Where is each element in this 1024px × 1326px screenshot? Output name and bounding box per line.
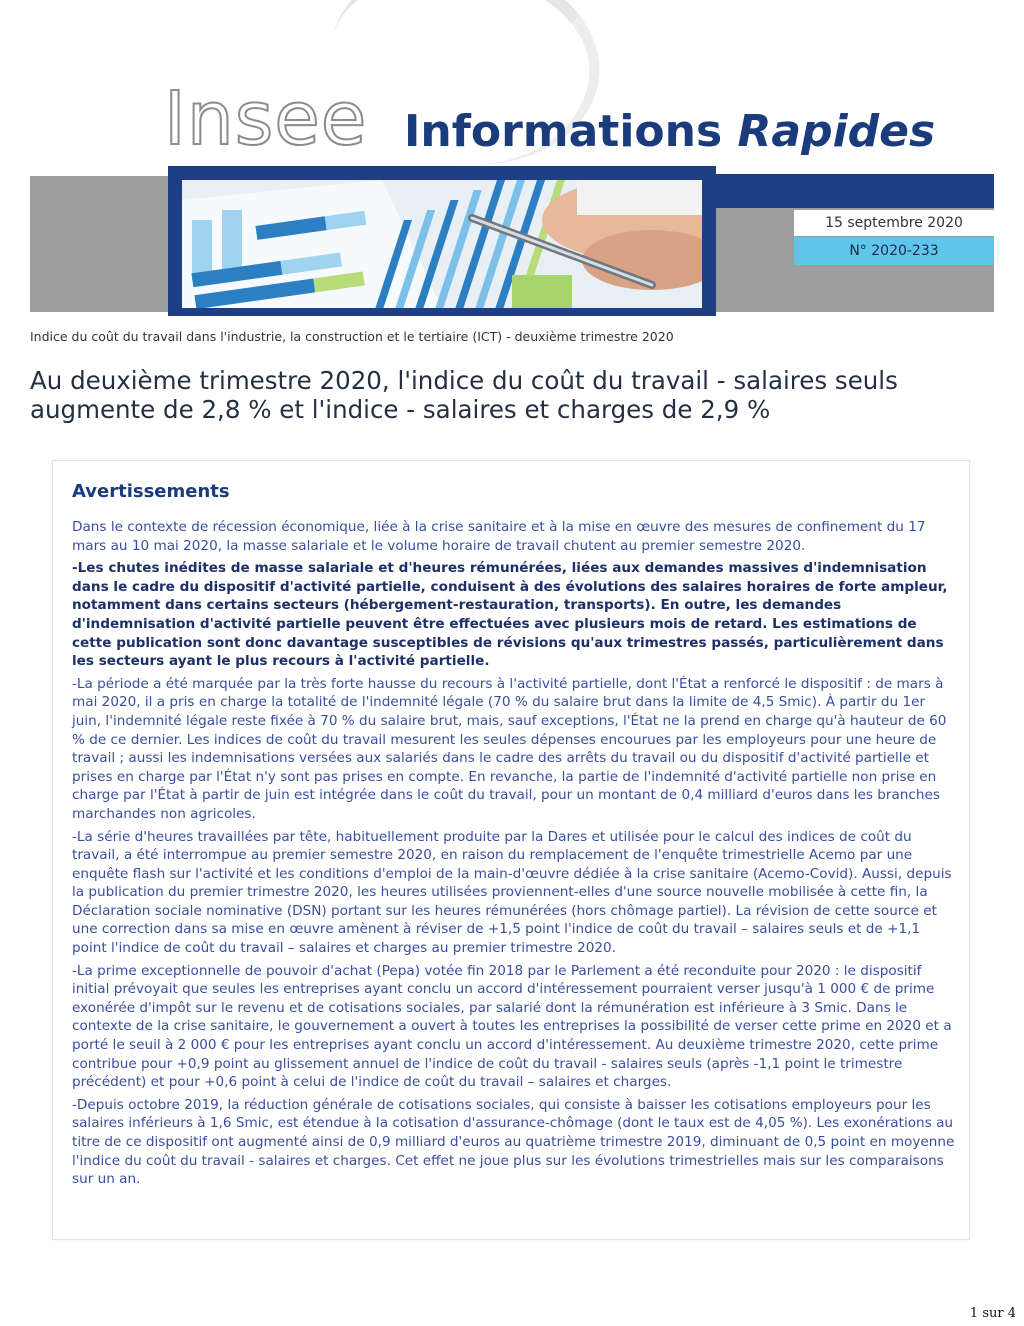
publication-title-italic: Rapides (737, 106, 936, 157)
insee-logo: Insee (164, 76, 368, 162)
warning-paragraph-bold: -Les chutes inédites de masse salariale et d'heures rémunérées, liées aux demandes massives d'indemnisation dans le cadre du dispositif d'activité partielle, conduisent à des évolutions des salaires horaires de forte ampleur, notamment dans certains secteurs (hébergement-restauration, transports). En outre, les demandes d'indemnisation d'activité partielle peuvent être effectuées avec plusieurs mois de retard. Les estimations de cette publication sont donc davantage susceptibles de révisions qu'aux trimestres passés, particulièrement dans les secteurs ayant le plus recours à l'activité partielle. (72, 560, 948, 670)
chart-and-pen-photo (182, 180, 702, 308)
warnings-body (72, 518, 958, 1193)
banner-illustration (182, 180, 702, 308)
publication-title-main: Informations (404, 106, 723, 157)
warning-paragraph: Dans le contexte de récession économique, liée à la crise sanitaire et à la mise en œuvre des mesures de confinement du 17 mars au 10 mai 2020, la masse salariale et le volume horaire de travail chutent au premier semestre 2020. (72, 519, 926, 554)
publication-title (404, 102, 935, 162)
publication-subtitle: Indice du coût du travail dans l'industrie, la construction et le tertiaire (ICT) - deuxième trimestre 2020 (30, 329, 674, 344)
page-title: Au deuxième trimestre 2020, l'indice du coût du travail - salaires seuls augmente de 2,8 % et l'indice - salaires et charges de 2,9 % (30, 366, 898, 424)
warnings-title: Avertissements (72, 481, 230, 502)
page-number: 1 sur 4 (969, 1306, 1016, 1321)
publication-date: 15 septembre 2020 (794, 210, 994, 236)
warning-paragraph: -Depuis octobre 2019, la réduction générale de cotisations sociales, qui consiste à baisser les cotisations employeurs pour les salaires inférieurs à 1,6 Smic, est étendue à la cotisation d'assurance-chômage (dont le taux est de 4,05 %). Les exonérations au titre de ce dispositif ont augmenté ainsi de 0,9 milliard d'euros au quatrième trimestre 2019, diminuant de 0,5 point en moyenne l'indice du coût du travail - salaires et charges. Cet effet ne joue plus sur les évolutions trimestrielles mais sur les comparaisons sur un an. (72, 1096, 955, 1188)
warning-paragraph: -La série d'heures travaillées par tête, habituellement produite par la Dares et utilisée pour le calcul des indices de coût du travail, a été interrompue au premier semestre 2020, en raison du remplacement de l'enquête trimestrielle Acemo par une enquête flash sur l'activité et les conditions d'emploi de la main-d'œuvre dédiée à la crise sanitaire (Acemo-Covid). Aussi, depuis la publication du premier trimestre 2020, les heures utilisées proviennent-elles d'une source nouvelle mobilisée à cette fin, la Déclaration sociale nominative (DSN) portant sur les heures rémunérées (hors chômage partiel). La révision de cette source et une correction dans sa mise en œuvre amènent à réviser de +1,5 point l'indice de coût du travail – salaires seuls et de +1,1 point l'indice de coût du travail – salaires et charges au premier trimestre 2020. (72, 828, 952, 957)
publication-number: N° 2020-233 (794, 237, 994, 265)
warning-paragraph: -La période a été marquée par la très forte hausse du recours à l'activité partielle, dont l'État a renforcé le dispositif : de mars à mai 2020, il a pris en charge la totalité de l'indemnité légale (70 % du salaire brut dans la limite de 4,5 Smic). À partir du 1er juin, l'indemnité légale reste fixée à 70 % du salaire brut, mais, sauf exceptions, l'État ne la prend en charge qu'à hauteur de 60 % de ce dernier. Les indices de coût du travail mesurent les seules dépenses encourues par les employeurs pour une heure de travail ; aussi les indemnisations versées aux salariés dans le cadre des arrêts du travail ou du dispositif d'activité partielle et prises en charge par l'État n'y sont pas prises en compte. En revanche, la partie de l'indemnité d'activité partielle non prise en charge par l'État à partir de juin est intégrée dans le coût du travail, pour un montant de 0,4 milliard d'euros dans les branches marchandes non agricoles. (72, 675, 947, 822)
warning-paragraph: -La prime exceptionnelle de pouvoir d'achat (Pepa) votée fin 2018 par le Parlement a été reconduite pour 2020 : le dispositif initial prévoyait que seules les entreprises ayant conclu un accord d'intéressement pourraient verser jusqu'à 1 000 € de prime exonérée d'impôt sur le revenu et de cotisations sociales, par salarié dont la rémunération est inférieure à 3 Smic. Dans le contexte de la crise sanitaire, le gouvernement a ouvert à toutes les entreprises la possibilité de verser cette prime en 2020 et a porté le seuil à 2 000 € pour les entreprises ayant conclu un accord d'intéressement. Au deuxième trimestre 2020, cette prime contribue pour +0,9 point au glissement annuel de l'indice de coût du travail - salaires seuls (après -1,1 point le trimestre précédent) et pour +0,6 point à celui de l'indice de coût du travail – salaires et charges. (72, 962, 952, 1091)
